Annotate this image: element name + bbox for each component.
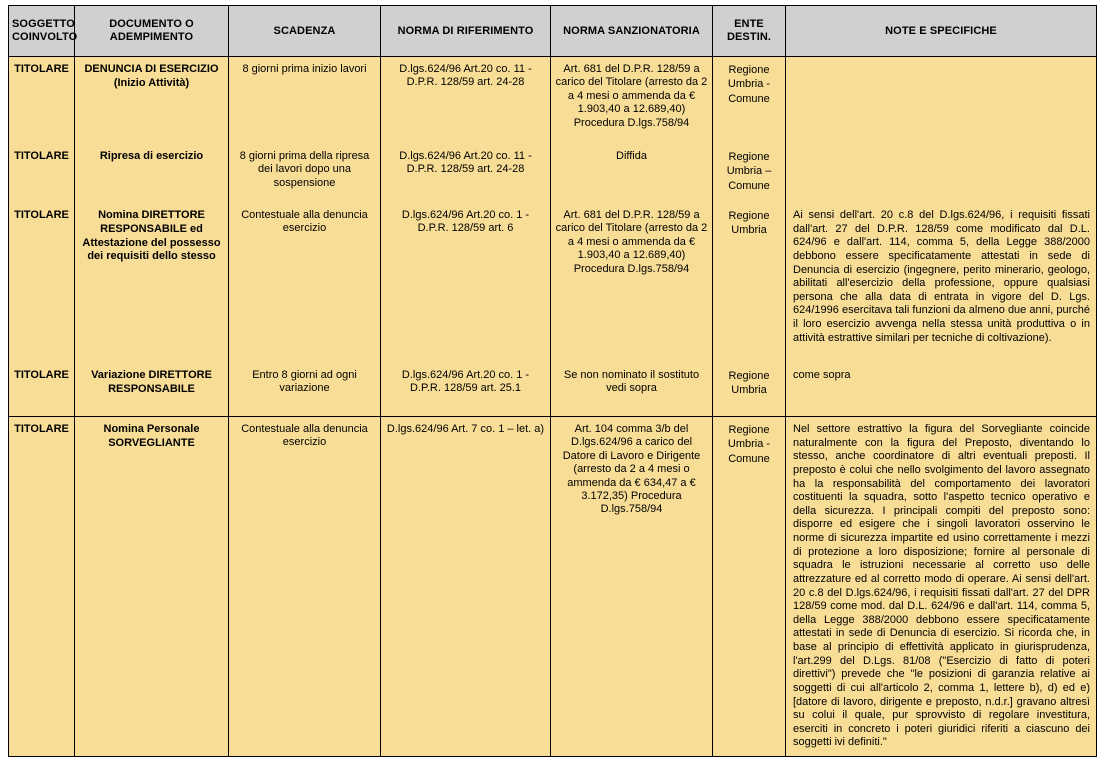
cell-soggetto: TITOLARE (9, 144, 75, 203)
column-header-norma-sanzionatoria: NORMA SANZIONATORIA (551, 6, 713, 57)
cell-note (786, 57, 1097, 145)
cell-documento: DENUNCIA DI ESERCIZIO (Inizio Attività) (75, 57, 229, 145)
cell-norma-riferimento: D.lgs.624/96 Art.20 co. 1 - D.P.R. 128/59 art. 6 (381, 203, 551, 363)
table-body (9, 57, 1097, 757)
cell-documento: Variazione DIRETTORE RESPONSABILE (75, 363, 229, 417)
table-row (9, 57, 1097, 145)
table-row (9, 203, 1097, 363)
cell-ente-destinatario: Regione Umbria (713, 363, 786, 417)
document-page (0, 5, 1102, 749)
cell-soggetto: TITOLARE (9, 57, 75, 145)
cell-scadenza: Contestuale alla denuncia esercizio (229, 203, 381, 363)
cell-note: Nel settore estrattivo la figura del Sorvegliante coincide naturalmente con la figura del Preposto, diventando lo stesso, anche coordinatore di altri eventuali preposti. Il preposto è colui che nello svolgimento del lavoro assegnato ha la responsabilità del comportamento dei lavoratori costituenti la squadra, sotto l'aspetto tecnico operativo e della sicurezza. I principali compiti del preposto sono: disporre ed esigere che i singoli lavoratori osservino le norme di sicurezza impartite ed usino correttamente i mezzi di protezione a loro disposizione; fornire al personale di squadra le istruzioni necessarie al corretto uso delle attrezzature ed al corretto modo di operare. Ai sensi dell'art. 20 c.8 del D.lgs.624/96, i requisiti fissati dall'art. 27 del DPR 128/59 come mod. dal D.L. 624/96 e dall'art. 114, comma 5, della Legge 388/2000 debbono essere specificatamente attestati in sede di Denuncia di esercizio. Si ricorda che, in base al principio di effettività applicato in giurisprudenza, l'art.299 del D.Lgs. 81/08 ("Esercizio di fatto di poteri direttivi") prevede che "le posizioni di garanzia relative ai soggetti di cui all'articolo 2, comma 1, lettere b), d) ed e) [datore di lavoro, dirigente e preposto, n.d.r.] gravano altresì su colui il quale, pur sprovvisto di regolare investitura, eserciti in concreto i poteri giuridici riferiti a ciascuno dei soggetti ivi definiti." (786, 417, 1097, 757)
compliance-obligations-table (8, 5, 1097, 757)
cell-documento: Nomina DIRETTORE RESPONSABILE ed Attestazione del possesso dei requisiti dello stesso (75, 203, 229, 363)
column-header-ente-destin: ENTE DESTIN. (713, 6, 786, 57)
cell-norma-riferimento: D.lgs.624/96 Art.20 co. 11 - D.P.R. 128/59 art. 24-28 (381, 57, 551, 145)
cell-ente-destinatario: Regione Umbria (713, 203, 786, 363)
cell-soggetto: TITOLARE (9, 363, 75, 417)
column-header-documento-o-adempimento: DOCUMENTO O ADEMPIMENTO (75, 6, 229, 57)
table-row (9, 144, 1097, 203)
cell-ente-destinatario: Regione Umbria - Comune (713, 57, 786, 145)
cell-note: Ai sensi dell'art. 20 c.8 del D.lgs.624/96, i requisiti fissati dall'art. 27 del D.P.R. 128/59 come modificato dal D.L. 624/96 e dall'art. 114, comma 5, della Legge 388/2000 debbono essere specificatamente attestati in sede di Denuncia di esercizio (ingegnere, perito minerario, geologo, abilitati all'esercizio della professione, oppure qualsiasi persona che alla data di entrata in vigore del D. Lgs. 624/1996 esercitava tali funzioni da almeno due anni, purché il loro esercizio avvenga nella stessa unità produttiva o in attività estrattive similari per tecniche di coltivazione). (786, 203, 1097, 363)
cell-ente-destinatario: Regione Umbria – Comune (713, 144, 786, 203)
cell-scadenza: 8 giorni prima della ripresa dei lavori dopo una sospensione (229, 144, 381, 203)
cell-note: come sopra (786, 363, 1097, 417)
cell-norma-sanzionatoria: Art. 681 del D.P.R. 128/59 a carico del Titolare (arresto da 2 a 4 mesi o ammenda da € 1.903,40 a 12.689,40) Procedura D.lgs.758/94 (551, 57, 713, 145)
column-header-note-e-specifiche: NOTE E SPECIFICHE (786, 6, 1097, 57)
column-header-norma-di-riferimento: NORMA DI RIFERIMENTO (381, 6, 551, 57)
column-header-soggetto-coinvolto: SOGGETTO COINVOLTO (9, 6, 75, 57)
cell-norma-sanzionatoria: Diffida (551, 144, 713, 203)
cell-ente-destinatario: Regione Umbria - Comune (713, 417, 786, 757)
cell-scadenza: Entro 8 giorni ad ogni variazione (229, 363, 381, 417)
cell-scadenza: 8 giorni prima inizio lavori (229, 57, 381, 145)
cell-norma-riferimento: D.lgs.624/96 Art. 7 co. 1 – let. a) (381, 417, 551, 757)
cell-norma-riferimento: D.lgs.624/96 Art.20 co. 11 - D.P.R. 128/59 art. 24-28 (381, 144, 551, 203)
table-header (9, 6, 1097, 57)
cell-norma-sanzionatoria: Art. 681 del D.P.R. 128/59 a carico del Titolare (arresto da 2 a 4 mesi o ammenda da € 1.903,40 a 12.689,40) Procedura D.lgs.758/94 (551, 203, 713, 363)
cell-scadenza: Contestuale alla denuncia esercizio (229, 417, 381, 757)
cell-documento: Ripresa di esercizio (75, 144, 229, 203)
header-row (9, 6, 1097, 57)
cell-soggetto: TITOLARE (9, 203, 75, 363)
cell-note (786, 144, 1097, 203)
table-row (9, 363, 1097, 417)
column-header-scadenza: SCADENZA (229, 6, 381, 57)
cell-soggetto: TITOLARE (9, 417, 75, 757)
cell-documento: Nomina Personale SORVEGLIANTE (75, 417, 229, 757)
cell-norma-sanzionatoria: Se non nominato il sostituto vedi sopra (551, 363, 713, 417)
cell-norma-sanzionatoria: Art. 104 comma 3/b del D.lgs.624/96 a carico del Datore di Lavoro e Dirigente (arresto da 2 a 4 mesi o ammenda da € 634,47 a € 3.172,35) Procedura D.lgs.758/94 (551, 417, 713, 757)
cell-norma-riferimento: D.lgs.624/96 Art.20 co. 1 - D.P.R. 128/59 art. 25.1 (381, 363, 551, 417)
table-row (9, 417, 1097, 757)
